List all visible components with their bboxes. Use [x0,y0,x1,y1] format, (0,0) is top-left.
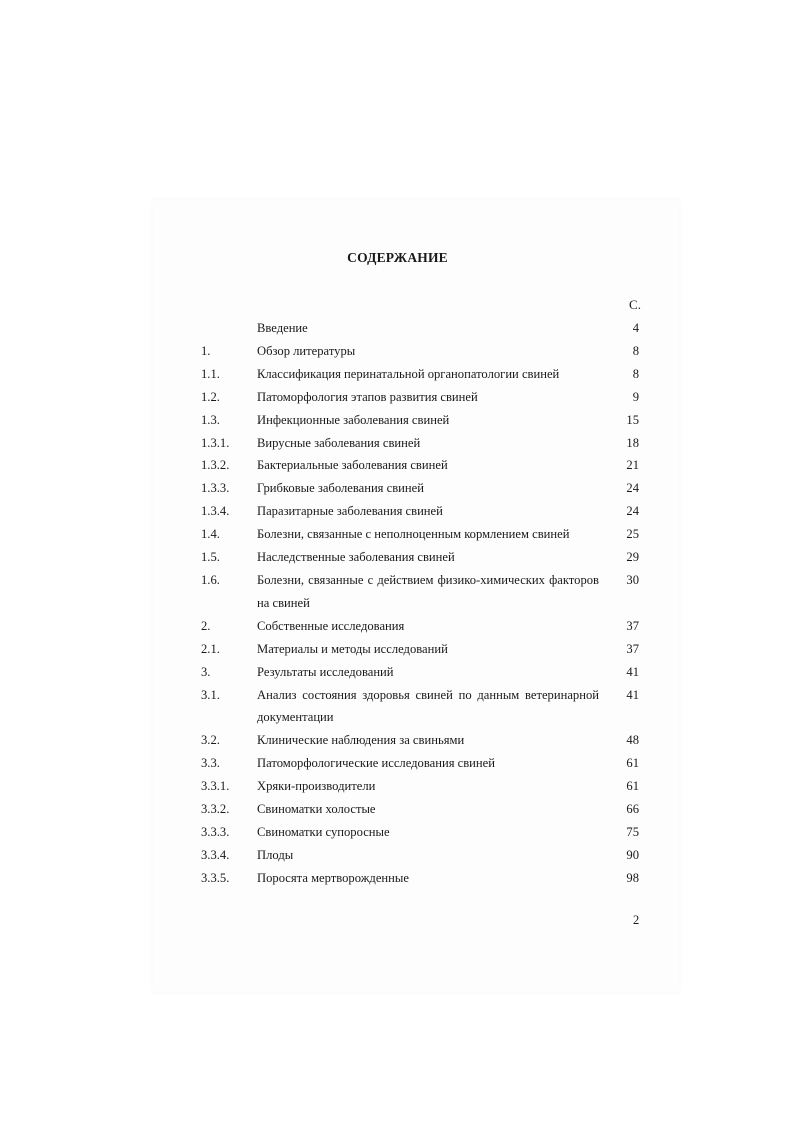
toc-entry-number: 1.3.1. [201,435,230,450]
toc-entry-title: Болезни, связанные с действием физико-химических факторов на свиней [257,572,599,610]
page-number: 2 [633,913,640,927]
toc-entry-title: Результаты исследований [257,664,394,679]
toc-entry [201,523,641,546]
toc-entry-title: Паразитарные заболевания свиней [257,504,443,519]
toc-entry-page: 21 [626,458,639,473]
toc-entry-page: 37 [626,641,639,656]
toc-entry [201,798,641,821]
toc-entry-title: Обзор литературы [257,343,356,358]
toc-entry-number: 3.3.4. [201,847,230,862]
toc-entry-number: 1.5. [201,550,220,565]
toc-entry-page: 8 [632,366,639,381]
toc-entry-page: 66 [626,802,639,817]
toc-entry-title: Патоморфологические исследования свиней [257,756,495,771]
document-title: СОДЕРЖАНИЕ [347,250,448,265]
toc-entry [201,386,641,409]
toc-entry [201,546,641,569]
toc-entry-title: Поросята мертворожденные [257,870,409,885]
toc-entry-page: 24 [626,481,639,496]
page-column-label: С. [629,297,641,312]
toc-entry-page: 29 [626,550,639,565]
toc-entry [201,844,641,867]
toc-entry-number: 3.2. [201,733,220,748]
toc-entry [201,615,641,638]
toc-entry-page: 90 [626,847,639,862]
toc-entry-number: 1.3.4. [201,504,230,519]
toc-entry-title: Хряки-производители [257,779,376,794]
toc-entry-number: 3.1. [201,687,220,702]
toc-entry-title: Материалы и методы исследований [257,641,448,656]
toc-entry-number: 1.3.2. [201,458,230,473]
toc-entry [201,500,641,523]
table-of-contents [201,317,641,890]
toc-entry-number: 3.3.5. [201,870,230,885]
toc-entry-title: Свиноматки супоросные [257,824,390,839]
toc-entry [201,638,641,661]
toc-entry-page: 8 [632,343,639,358]
toc-entry-number: 1.1. [201,366,220,381]
toc-entry-title: Введение [257,321,308,335]
toc-entry-page: 30 [626,572,639,587]
toc-entry-page: 75 [626,824,639,839]
toc-entry [201,454,641,477]
toc-entry-page: 25 [626,527,639,542]
toc-entry-title: Клинические наблюдения за свиньями [257,733,465,748]
toc-entry-number: 1.3. [201,412,220,427]
toc-entry-title: Болезни, связанные с неполноценным кормлением свиней [257,527,570,542]
toc-entry-number: 3.3.2. [201,802,230,817]
toc-entry-number: 3.3. [201,756,220,771]
toc-entry [201,729,641,752]
toc-entry [201,821,641,844]
toc-entry-title: Собственные исследования [257,618,405,633]
toc-entry-title: Классификация перинатальной органопатологии свиней [257,366,560,381]
toc-entry-number: 1.4. [201,527,220,542]
toc-entry-page: 15 [626,412,639,427]
toc-entry-title: Патоморфология этапов развития свиней [257,389,478,404]
toc-entry [201,569,641,615]
toc-entry-page: 37 [626,618,639,633]
toc-entry-title: Вирусные заболевания свиней [257,435,421,450]
toc-entry-page: 24 [626,504,639,519]
toc-entry-number: 1.3.3. [201,481,230,496]
toc-entry-title: Грибковые заболевания свиней [257,481,424,496]
toc-entry-page: 41 [626,687,639,702]
toc-entry [201,340,641,363]
toc-entry-page: 18 [626,435,639,450]
toc-entry [201,867,641,890]
toc-entry-title: Инфекционные заболевания свиней [257,412,450,427]
toc-entry [201,477,641,500]
toc-entry-page: 48 [626,733,639,748]
toc-entry [201,684,641,730]
toc-entry [201,317,641,340]
toc-entry-page: 61 [626,779,639,794]
toc-entry-title: Свиноматки холостые [257,802,376,817]
toc-entry [201,432,641,455]
toc-entry [201,775,641,798]
toc-entry-number: 1.2. [201,389,220,404]
toc-entry-title: Бактериальные заболевания свиней [257,458,448,473]
toc-entry-title: Плоды [257,847,294,862]
toc-entry-title: Анализ состояния здоровья свиней по данным ветеринарной документации [257,687,599,725]
toc-entry-number: 1.6. [201,572,220,587]
toc-entry-number: 3. [201,664,211,679]
toc-entry-page: 9 [632,389,639,404]
toc-entry-number: 3.3.1. [201,779,230,794]
toc-entry [201,752,641,775]
toc-entry-title: Наследственные заболевания свиней [257,550,455,565]
toc-entry [201,409,641,432]
toc-entry-number: 2. [201,618,211,633]
toc-entry-number: 3.3.3. [201,824,230,839]
toc-entry-number: 2.1. [201,641,220,656]
toc-entry-number: 1. [201,343,211,358]
toc-entry-page: 41 [626,664,639,679]
toc-entry-page: 61 [626,756,639,771]
toc-entry-page: 98 [626,870,639,885]
toc-entry [201,661,641,684]
toc-entry-page: 4 [632,321,639,335]
toc-entry [201,363,641,386]
